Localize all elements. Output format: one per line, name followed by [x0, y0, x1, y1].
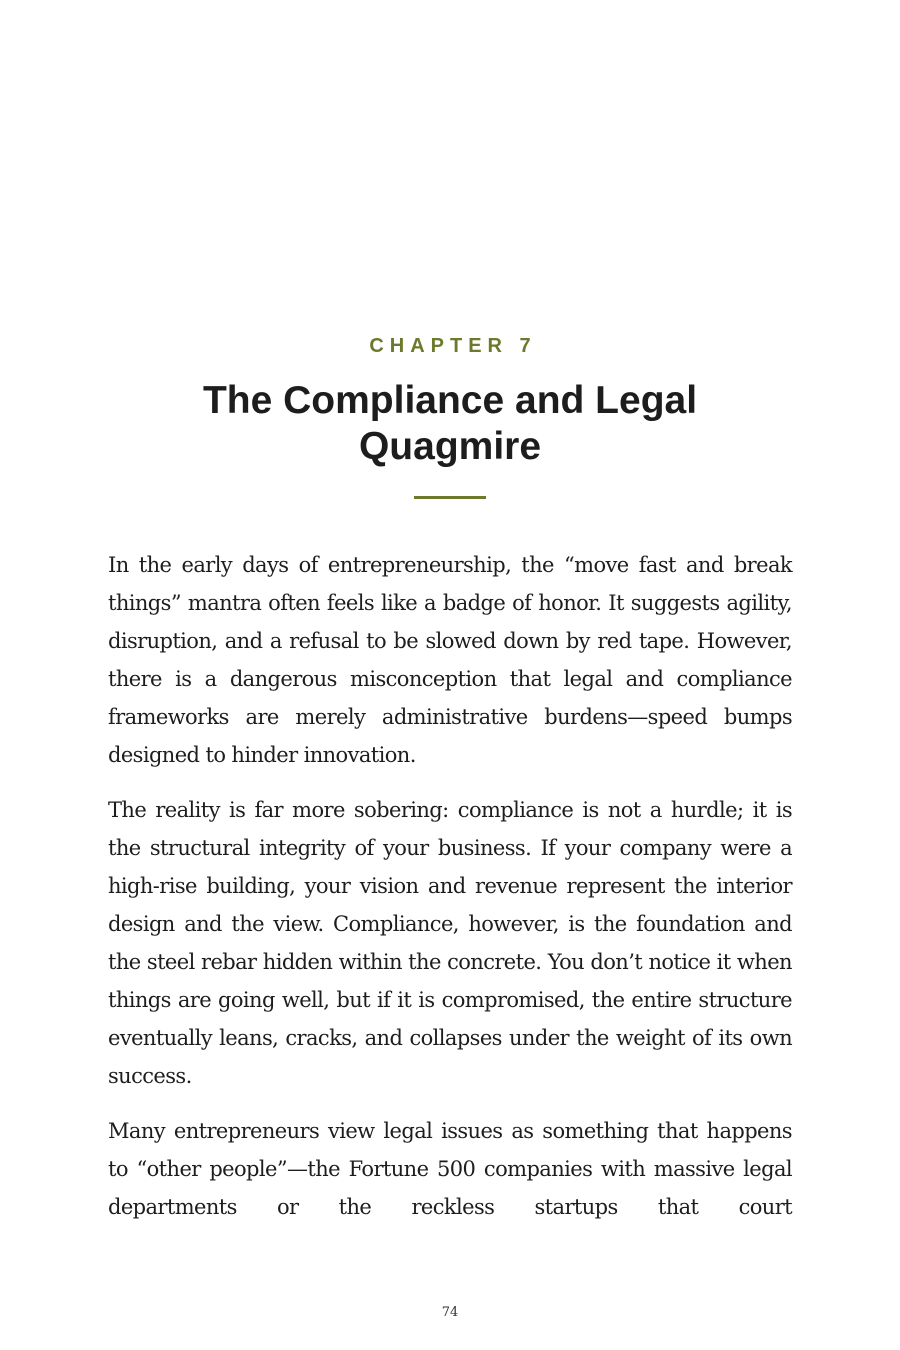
chapter-body [108, 546, 792, 1243]
chapter-label: CHAPTER 7 [369, 335, 537, 357]
paragraph-2: The reality is far more sobering: compliance is not a hurdle; it is the structural integrity of your business. If your company were a high-rise building, your vision and revenue represent the interior design and the view. Compliance, however, is the foundation and the steel rebar hidden within the concrete. You don’t notice it when things are going well, but if it is compromised, the entire structure eventually leans, cracks, and collapses under the weight of its own success. [108, 798, 792, 1088]
title-divider [414, 496, 486, 499]
paragraph-1: In the early days of entrepreneurship, the “move fast and break things” mantra often feels like a badge of honor. It suggests agility, disruption, and a refusal to be slowed down by red tape. However, there is a dangerous misconception that legal and compliance frameworks are merely administrative burdens—speed bumps designed to hinder innovation. [108, 553, 792, 767]
chapter-title-line-1: The Compliance and Legal [202, 379, 698, 422]
chapter-title [100, 378, 800, 470]
chapter-title-line-2: Quagmire [358, 425, 542, 468]
paragraph-3: Many entrepreneurs view legal issues as something that happens to “other people”—the Fortune 500 companies with massive legal departments or the reckless startups that court [108, 1119, 792, 1219]
page-number: 74 [441, 1305, 459, 1320]
